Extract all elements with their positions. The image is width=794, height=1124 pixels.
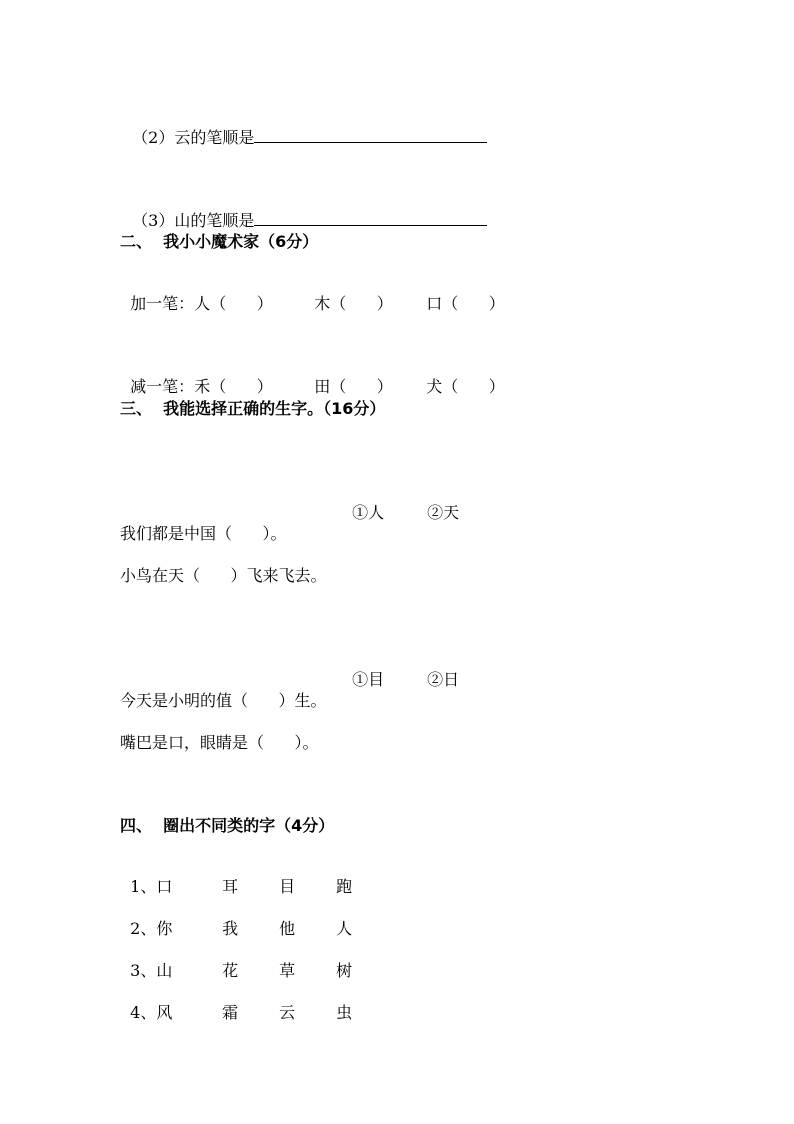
stroke-order-line-3 [122,191,487,230]
fill-sentence[interactable]: 我们都是中国（ ）。 [120,524,287,543]
choice-option: ②日 [427,670,460,689]
word-item[interactable]: 云 [279,1003,296,1022]
word-item[interactable]: 跑 [336,877,353,896]
word-group-row [120,983,393,1022]
stroke-order-label: （2）云的笔顺是 [132,128,255,147]
word-group-row [120,941,393,980]
answer-underline[interactable] [254,211,487,226]
word-item[interactable]: 我 [222,919,239,938]
choice-options [342,650,459,690]
word-item[interactable]: 树 [336,961,353,980]
fill-sentence[interactable]: 嘴巴是口，眼睛是（ ）。 [120,733,319,752]
add-stroke-prefix: 加一笔： [130,294,195,313]
word-item[interactable]: 耳 [222,877,239,896]
word-item[interactable]: 虫 [336,1003,353,1022]
add-stroke-item[interactable]: 木（ ） [314,294,393,313]
word-item[interactable]: 草 [279,961,296,980]
add-stroke-item[interactable]: 人（ ） [194,294,273,313]
stroke-order-line-2 [122,108,487,147]
add-stroke-row [120,274,505,313]
subtract-stroke-item[interactable]: 禾（ ） [194,377,273,396]
subtract-stroke-prefix: 减一笔： [130,377,195,396]
subtract-stroke-row [120,357,505,396]
choice-option: ①人 [352,503,385,522]
subtract-stroke-item[interactable]: 田（ ） [314,377,393,396]
answer-underline[interactable] [254,128,487,143]
word-item[interactable]: 人 [336,919,353,938]
choice-options [342,483,459,523]
word-item[interactable]: 1、口 [130,877,173,896]
choice-option: ①目 [352,670,385,689]
fill-sentence[interactable]: 小鸟在天（ ）飞来飞去。 [120,566,327,585]
add-stroke-item[interactable]: 口（ ） [426,294,505,313]
word-item[interactable]: 2、你 [130,919,173,938]
fill-sentence[interactable]: 今天是小明的值（ ）生。 [120,691,327,710]
word-item[interactable]: 他 [279,919,296,938]
word-item[interactable]: 霜 [222,1003,239,1022]
choice-option: ②天 [427,503,460,522]
word-item[interactable]: 4、风 [130,1003,173,1022]
word-item[interactable]: 3、山 [130,961,173,980]
word-item[interactable]: 目 [279,877,296,896]
subtract-stroke-item[interactable]: 犬（ ） [426,377,505,396]
section-4-title: 四、 圈出不同类的字（4分） [120,816,335,835]
word-item[interactable]: 花 [222,961,239,980]
section-3-title: 三、 我能选择正确的生字。（16分） [120,399,386,418]
stroke-order-label: （3）山的笔顺是 [132,211,255,230]
word-group-row [120,857,393,896]
section-2-title: 二、 我小小魔术家（6分） [120,232,319,251]
word-group-row [120,899,393,938]
